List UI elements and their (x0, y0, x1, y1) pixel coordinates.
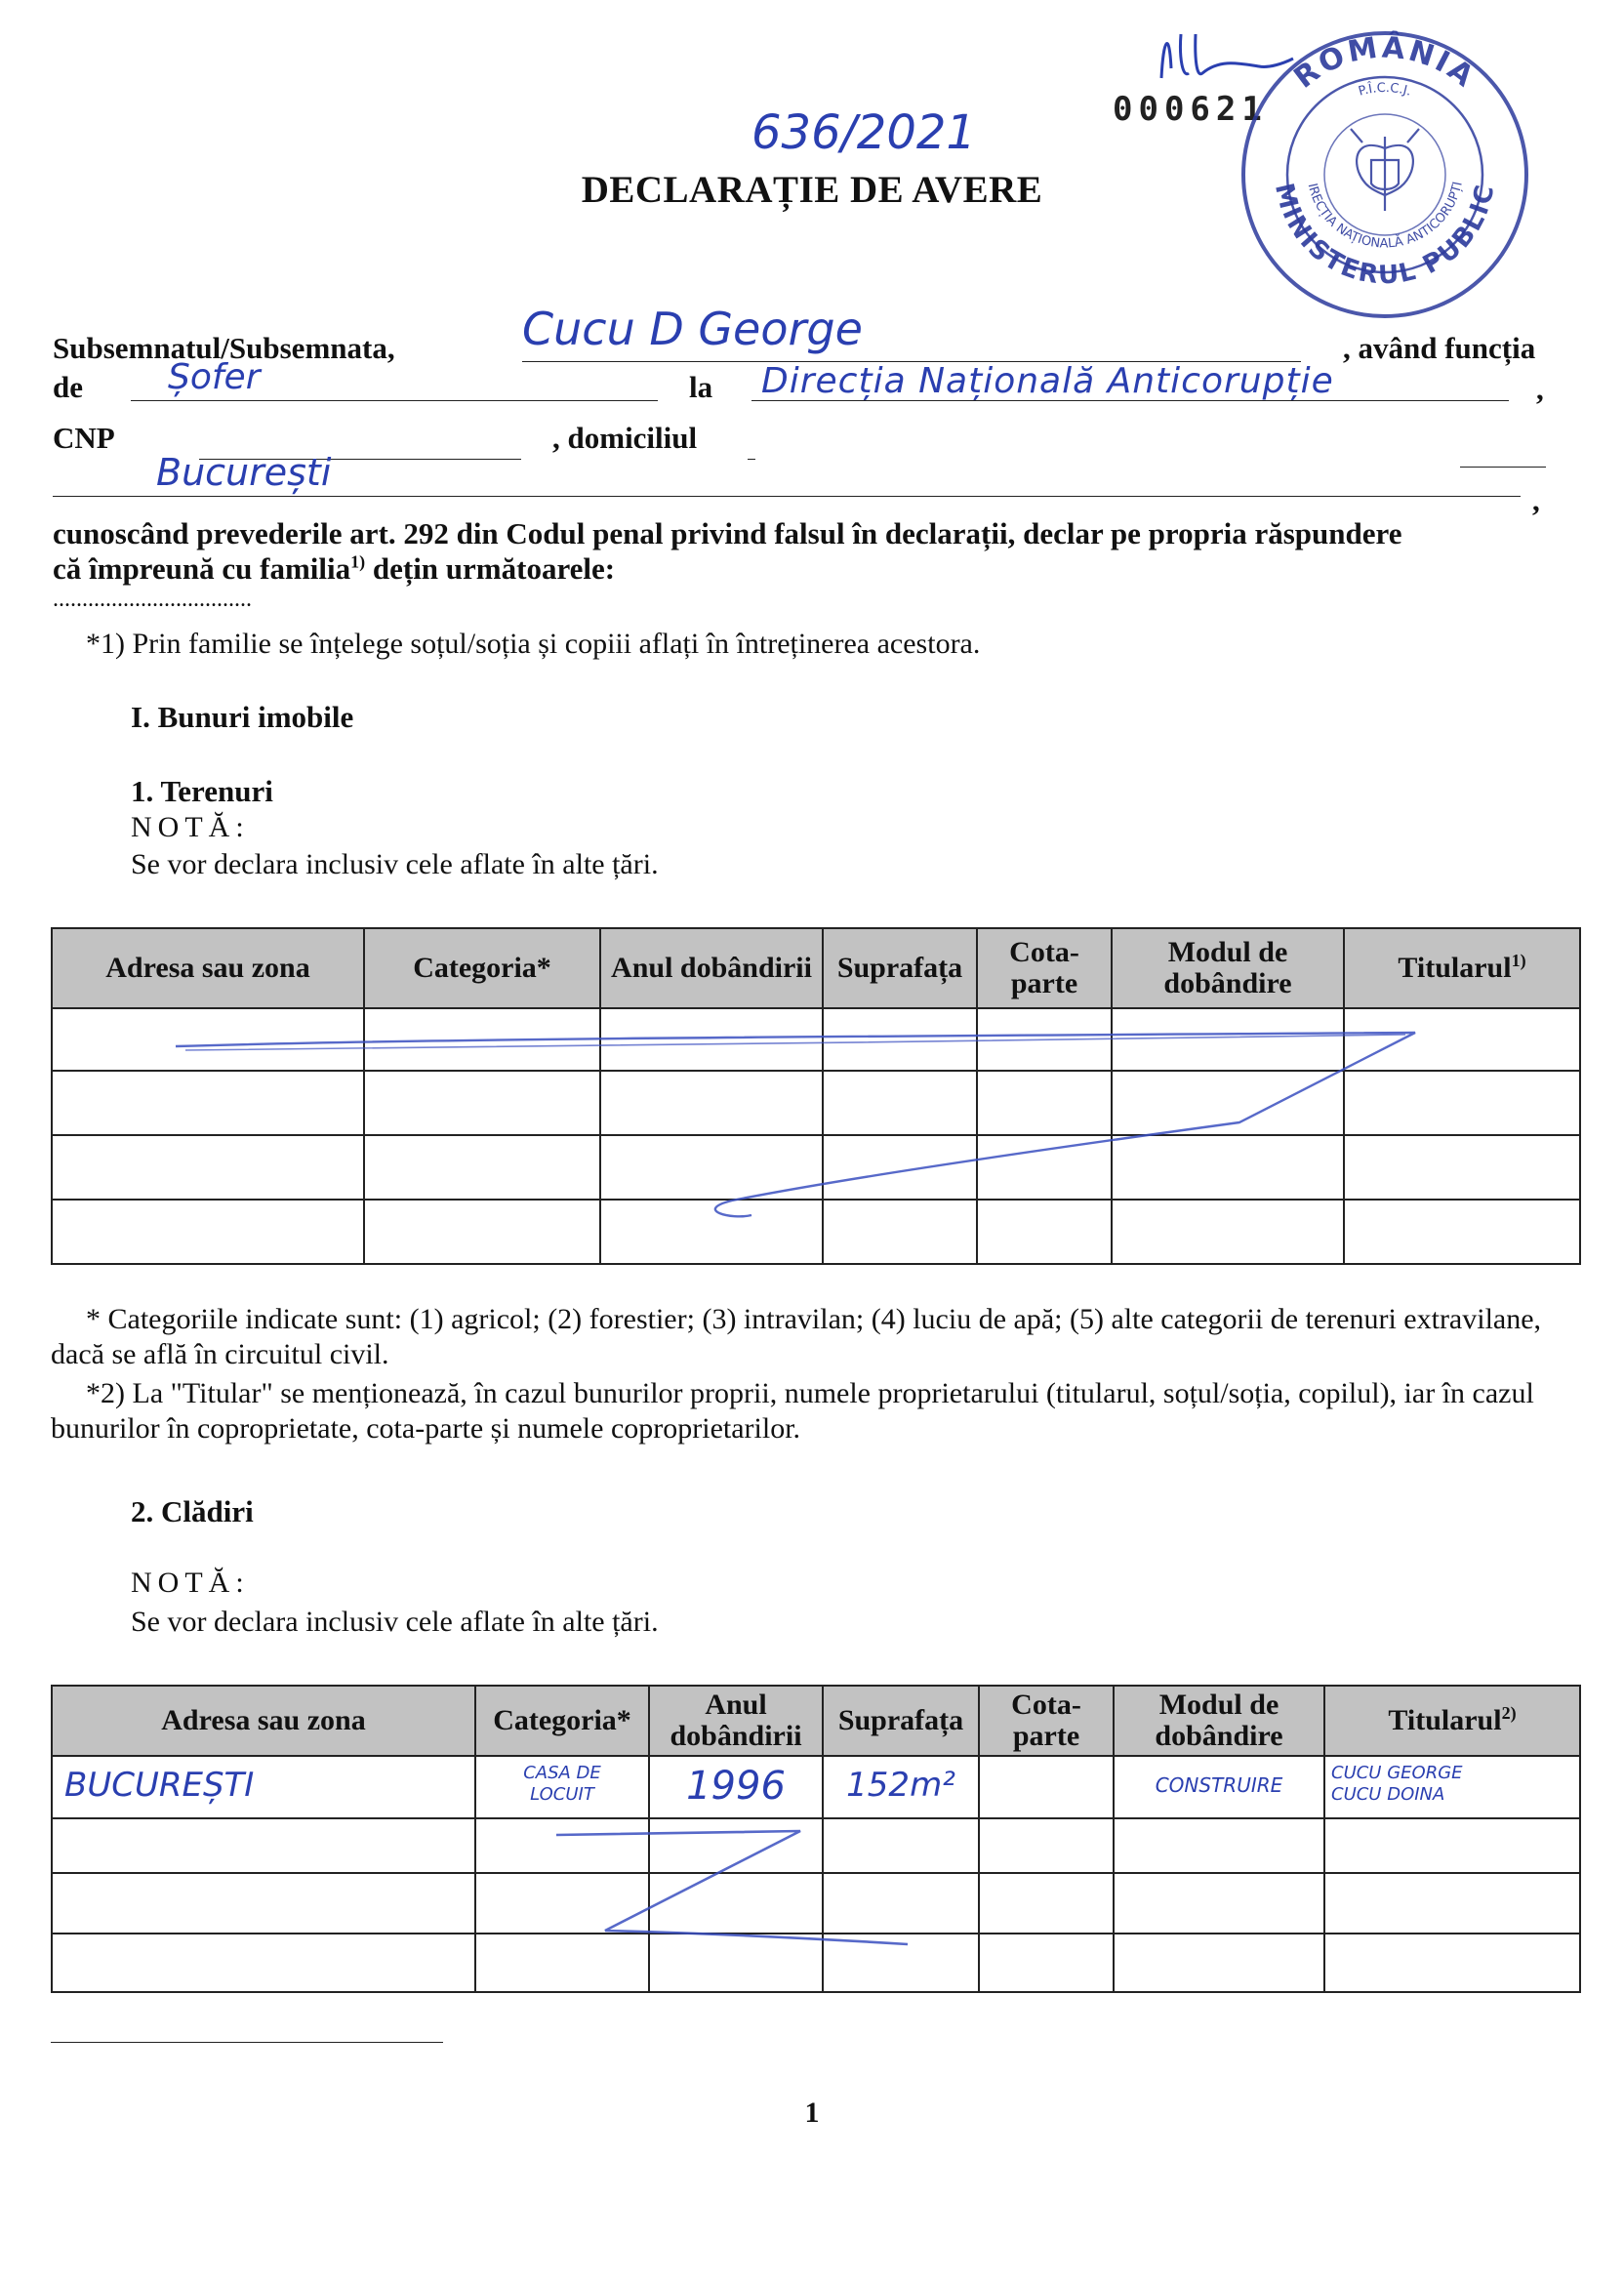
footnote-separator (51, 2042, 443, 2043)
avand-functia-label: , având funcția (1343, 331, 1536, 365)
col-categoria: Categoria* (364, 928, 600, 1008)
institution-handwritten: Direcția Națională Anticorupție (761, 361, 1334, 401)
col-titular (1324, 1686, 1580, 1756)
col-modul: Modul de dobândire (1112, 928, 1344, 1008)
col-categoria: Categoria* (475, 1686, 649, 1756)
titular-footnote: *2) La "Titular" se menționează, în cazul bunurilor proprii, numele proprietarului (titularul, soțul/soția, copilul), iar în cazul bunurilor în coproprietate, cota-parte și numele coproprietarilor. (51, 1377, 1534, 1445)
table1-strike-z-scribble (146, 1015, 1435, 1264)
domiciliul-underline-a (748, 459, 755, 460)
cell-cota (979, 1756, 1114, 1818)
cell-adresa: BUCUREȘTI (52, 1756, 475, 1818)
col-suprafata: Suprafața (823, 1686, 979, 1756)
table-header-row (52, 1686, 1580, 1756)
svg-text:ROMÂNIA: ROMÂNIA (1287, 30, 1482, 96)
cell-categoria-line2: LOCUIT (530, 1784, 594, 1805)
intro-line-1: cunoscând prevederile art. 292 din Codul penal privind falsul în declarații, declar pe propria răspundere (53, 516, 1402, 550)
function-handwritten: Șofer (168, 357, 261, 397)
subsection-terenuri-title: 1. Terenuri (131, 774, 273, 808)
table-row (52, 1756, 1580, 1818)
cnp-label: CNP (53, 421, 115, 455)
svg-text:MINISTERUL PUBLIC: MINISTERUL PUBLIC (1268, 180, 1501, 291)
domiciliul-label: , domiciliul (552, 421, 698, 455)
dotted-line: .................................. (53, 587, 252, 612)
nota-text-2: Se vor declara inclusiv cele aflate în alte țări. (131, 1606, 659, 1638)
subsection-cladiri-title: 2. Clădiri (131, 1494, 254, 1528)
svg-text:DIRECȚIA NAȚIONALĂ ANTICORUPȚI: IRECȚIA NAȚIONALĂ ANTICORUPȚI (1304, 180, 1466, 252)
col-anul: Anul dobândirii (649, 1686, 823, 1756)
intro-line-2-sup: 1) (350, 551, 366, 572)
col-modul: Modul de dobândire (1114, 1686, 1324, 1756)
cell-modul: CONSTRUIRE (1114, 1756, 1324, 1818)
subsemnatul-label: Subsemnatul/Subsemnata, (53, 331, 395, 365)
col-cota: Cota-parte (977, 928, 1112, 1008)
de-label: de (53, 370, 83, 404)
family-footnote: *1) Prin familie se înțelege soțul/soția și copiii aflați în întreținerea acestora. (86, 628, 981, 660)
domicile-handwritten: București (156, 451, 332, 494)
col-adresa: Adresa sau zona (52, 928, 364, 1008)
stamp-number: 000621 (1113, 90, 1268, 129)
cell-categoria (475, 1756, 649, 1818)
cell-suprafata: 152m² (823, 1756, 979, 1818)
section-bunuri-imobile-title: I. Bunuri imobile (131, 700, 354, 734)
domicile-underline (53, 496, 1521, 497)
svg-text:P.Î.C.C.J.: P.Î.C.C.J. (1357, 80, 1413, 100)
col-titular-sup: 2) (1501, 1703, 1517, 1723)
table-header-row (52, 928, 1580, 1008)
registration-number-handwritten: 636/2021 (751, 105, 976, 160)
la-label: la (689, 370, 713, 404)
domiciliul-underline-b (1460, 467, 1546, 468)
intro-line-2-after: dețin următoarele: (365, 551, 616, 586)
nota-text-1: Se vor declara inclusiv cele aflate în alte țări. (131, 848, 659, 880)
col-titular-label: Titularul (1398, 952, 1512, 984)
cell-titular (1324, 1756, 1580, 1818)
col-adresa: Adresa sau zona (52, 1686, 475, 1756)
institution-underline (751, 400, 1509, 401)
page-number: 1 (804, 2097, 820, 2129)
col-cota: Cota-parte (979, 1686, 1114, 1756)
table2-strike-z-scribble (547, 1815, 937, 1976)
col-titular-label: Titularul (1388, 1704, 1502, 1736)
intro-line-2-before: că împreună cu familia (53, 551, 351, 586)
col-anul: Anul dobândirii (600, 928, 823, 1008)
categories-footnote: * Categoriile indicate sunt: (1) agricol; (2) forestier; (3) intravilan; (4) luciu de apă; (5) alte categorii de terenuri extravilane, dacă se află în circuitul civil. (51, 1303, 1542, 1370)
col-titular (1344, 928, 1580, 1008)
page-title: DECLARAȚIE DE AVERE (581, 169, 1043, 211)
cell-titular-line2: CUCU DOINA (1331, 1784, 1445, 1805)
cell-anul: 1996 (649, 1756, 823, 1818)
cell-categoria-line1: CASA DE (523, 1763, 601, 1783)
nota-label-1: NOTĂ: (131, 811, 250, 843)
function-underline (131, 400, 658, 401)
cell-titular-line1: CUCU GEORGE (1331, 1763, 1463, 1783)
comma-2: , (1532, 483, 1540, 517)
col-suprafata: Suprafața (823, 928, 977, 1008)
declarant-name-handwritten: Cucu D George (522, 303, 863, 355)
nota-label-2: NOTĂ: (131, 1567, 250, 1599)
comma-1: , (1536, 372, 1544, 406)
col-titular-sup: 1) (1511, 951, 1526, 970)
